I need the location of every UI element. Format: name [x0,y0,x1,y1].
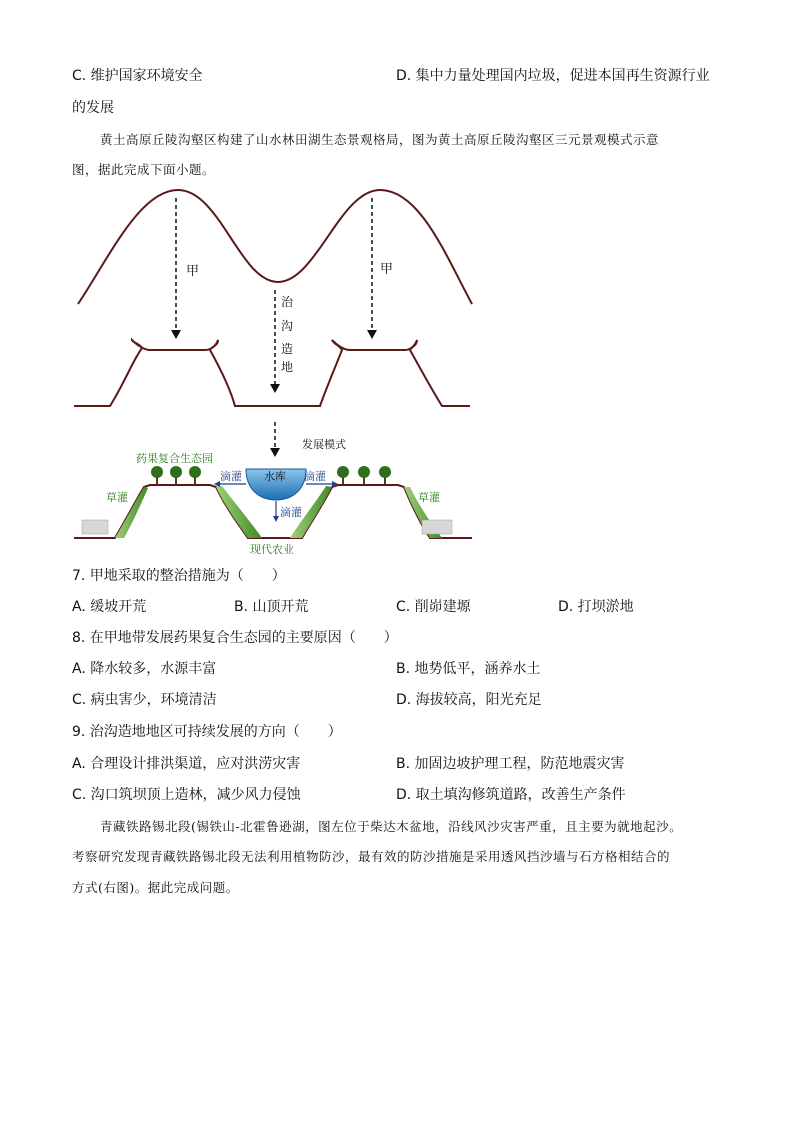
prev-option-c: C. 维护国家环境安全 [72,68,203,84]
q8-option-a: A. 降水较多，水源丰富 [72,661,217,677]
q9-option-c: C. 沟口筑坝顶上造林，减少风力侵蚀 [72,787,301,803]
original-hills-curve [78,190,472,304]
modern-agriculture-label: 现代农业 [250,543,294,556]
zhigou-char-2: 沟 [281,319,294,333]
q9-option-b: B. 加固边坡护理工程，防范地震灾害 [396,756,625,772]
q7-option-c: C. 削峁建塬 [396,599,471,615]
rock-patch-right [422,520,452,534]
zhigou-char-3: 造 [281,342,294,356]
jia-label-left: 甲 [186,264,200,279]
reservoir-label: 水库 [264,470,286,483]
grass-shrub-label-left: 草灌 [106,491,128,504]
intro2-line-3: 方式(右图)。据此完成问题。 [72,880,239,895]
q7-option-d: D. 打坝淤地 [558,599,634,615]
intro2-line-1: 青藏铁路锡北段(锡铁山-北霍鲁逊湖，图左位于柴达木盆地，沿线风沙灾害严重，且主要为就地起沙。 [100,819,683,834]
development-model-label: 发展模式 [302,438,346,451]
landscape-model-diagram [70,186,480,556]
drip-label-left: 滴灌 [220,470,242,483]
q7-stem: 7. 甲地采取的整治措施为（ ） [72,568,286,584]
q8-option-d: D. 海拔较高，阳光充足 [396,692,542,708]
drip-label-right: 滴灌 [304,470,326,483]
rock-patch-left [82,520,108,534]
yaoguo-label: 药果复合生态园 [136,452,213,465]
terraced-profile [74,340,470,406]
q8-option-b: B. 地势低平，涵养水土 [396,661,541,677]
zhigou-char-1: 治 [281,295,294,309]
q8-stem: 8. 在甲地带发展药果复合生态园的主要原因（ ） [72,630,398,646]
grass-shrub-label-right: 草灌 [418,491,440,504]
intro-line-1: 黄土高原丘陵沟壑区构建了山水林田湖生态景观格局，图为黄土高原丘陵沟壑区三元景观模式示意 [100,132,660,147]
intro-line-2: 图，据此完成下面小题。 [72,162,216,177]
drip-label-down: 滴灌 [280,506,302,519]
q8-option-c: C. 病虫害少，环境清洁 [72,692,217,708]
q9-stem: 9. 治沟造地地区可持续发展的方向（ ） [72,724,342,740]
intro2-line-2: 考察研究发现青藏铁路锡北段无法利用植物防沙，最有效的防沙措施是采用透风挡沙墙与石方格相结合的 [72,849,671,864]
zhigou-char-4: 地 [281,360,294,374]
q7-option-b: B. 山顶开荒 [234,599,309,615]
prev-option-d-continued: 的发展 [72,100,114,116]
jia-label-right: 甲 [380,262,394,277]
trees-right [337,466,391,484]
prev-option-d: D. 集中力量处理国内垃圾，促进本国再生资源行业 [396,68,710,84]
q9-option-d: D. 取土填沟修筑道路，改善生产条件 [396,787,626,803]
q7-option-a: A. 缓坡开荒 [72,599,147,615]
q9-option-a: A. 合理设计排洪渠道，应对洪涝灾害 [72,756,301,772]
trees-left [151,466,201,484]
grass-slope-center-left [216,486,262,538]
